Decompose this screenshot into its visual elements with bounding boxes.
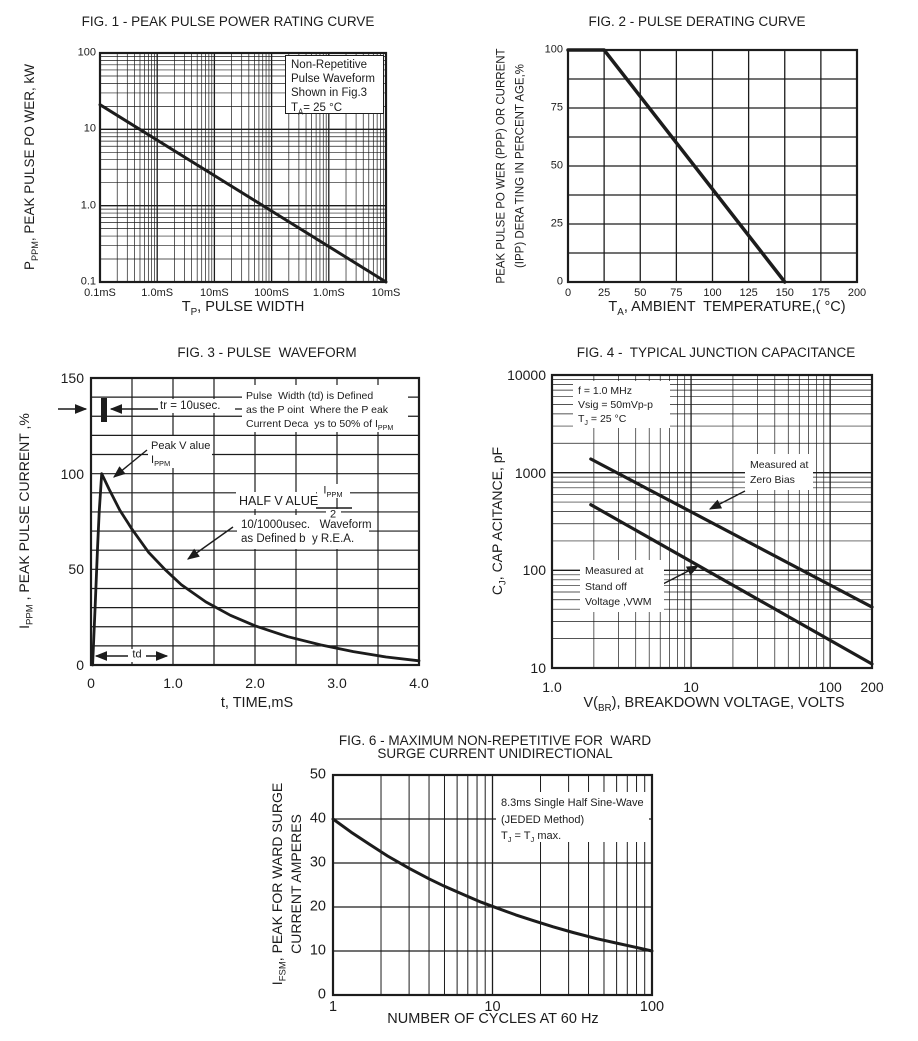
fig2-title: FIG. 2 - PULSE DERATING CURVE — [588, 14, 806, 29]
fig3-fraction-denominator: 2 — [329, 508, 337, 521]
fig3-peak-value-note: Peak V alue $I_{PPM}$ — [151, 440, 211, 469]
fig4-x-tick-label: 10 — [683, 679, 699, 695]
fig6-x-tick-label: 10 — [484, 999, 501, 1015]
fig4-standoff-note: Measured at Stand off Voltage ,VWM — [585, 565, 652, 608]
fig1-x-tick-label: 1.0mS — [141, 287, 174, 299]
fig3-x-axis-label: t, TIME,mS — [220, 695, 294, 711]
fig1-x-tick-label: 0.1mS — [84, 287, 116, 299]
fig3-x-tick-label: 4.0 — [409, 675, 429, 691]
fig3-half-value-note: HALF V ALUE — [239, 494, 319, 508]
fig6-x-axis-label: NUMBER OF CYCLES AT 60 Hz — [387, 1011, 599, 1027]
fig2-x-tick-label: 25 — [598, 287, 611, 299]
fig1-y-tick-label: 10 — [83, 122, 96, 135]
fig3-title: FIG. 3 - PULSE WAVEFORM — [177, 345, 357, 360]
fig3-y-tick-label: 100 — [60, 465, 84, 482]
fig6-y-tick-label: 20 — [309, 898, 326, 915]
fig1-y-tick-label: 100 — [77, 46, 96, 59]
fig1-note: Non-Repetitive Pulse Waveform Shown in Fig.3 $T_A= 25$ °C — [291, 59, 375, 116]
fig3-x-tick-label: 0 — [87, 675, 95, 691]
fig1-y-tick-label: 1.0 — [80, 199, 96, 212]
fig1-x-tick-label: 10mS — [371, 287, 401, 299]
fig6-conditions-note: 8.3ms Single Half Sine-Wave (JEDED Method) $T_J = T_J$ max. — [501, 797, 644, 845]
fig2-grid — [568, 50, 857, 282]
fig2-y-tick-label: 75 — [550, 101, 563, 114]
fig2-x-tick-label: 125 — [739, 287, 758, 299]
fig3-y-tick-label: 50 — [68, 561, 84, 578]
fig6-y-tick-label: 50 — [309, 766, 326, 783]
fig2-x-tick-label: 200 — [847, 287, 867, 299]
fig1-x-axis-label: $T_P$, PULSE WIDTH — [181, 299, 305, 318]
fig1-y-axis-label: $P_{PPM}$, PEAK PULSE PO WER, kW — [22, 64, 40, 270]
fig3-x-tick-label: 3.0 — [327, 675, 347, 691]
fig4-x-tick-label: 200 — [860, 679, 884, 695]
fig6-y-tick-label: 30 — [309, 854, 326, 871]
fig2-x-tick-label: 100 — [703, 287, 722, 299]
fig2-x-tick-label: 50 — [634, 287, 647, 299]
fig1-curve-peak-pulse-power-rating — [100, 105, 386, 282]
fig6-y-tick-label: 10 — [309, 942, 326, 959]
fig6-x-tick-label: 1 — [328, 999, 338, 1015]
fig1-x-tick-label: 1.0mS — [312, 287, 345, 299]
fig6-y-axis-label-1: $I_{FSM}$, PEAK FOR WARD SURGE — [268, 782, 289, 986]
fig4-x-tick-label: 1.0 — [542, 679, 562, 695]
fig3-td-label: td — [132, 648, 142, 661]
fig2-x-tick-label: 150 — [775, 287, 794, 299]
fig6-title-2: SURGE CURRENT UNIDIRECTIONAL — [377, 746, 613, 761]
fig3-mark-0 — [101, 398, 107, 422]
fig3-y-tick-label: 150 — [60, 369, 84, 386]
fig4-title: FIG. 4 - TYPICAL JUNCTION CAPACITANCE — [576, 345, 856, 360]
fig4-y-tick-label: 100 — [522, 562, 546, 579]
fig2-y-tick-label: 25 — [550, 217, 563, 230]
fig3-x-tick-label: 1.0 — [163, 675, 183, 691]
fig6-y-tick-label: 40 — [309, 810, 326, 827]
fig4-y-tick-label: 10 — [530, 659, 546, 676]
fig4-arrow-0 — [710, 491, 745, 509]
fig2-x-axis-label: $T_A$, AMBIENT TEMPERATURE,( °C) — [608, 299, 846, 318]
fig4-arrow-1 — [659, 566, 698, 586]
fig4-x-axis-label: $V(_{BR})$, BREAKDOWN VOLTAGE, VOLTS — [583, 695, 845, 714]
fig4-y-tick-label: 1000 — [514, 464, 546, 481]
fig4-y-tick-label: 10000 — [507, 366, 546, 383]
fig3-y-tick-label: 0 — [76, 656, 84, 673]
fig2-x-tick-label: 175 — [811, 287, 831, 299]
fig6-y-axis-label-2: CURRENT AMPERES — [287, 814, 304, 954]
fig1-title: FIG. 1 - PEAK PULSE POWER RATING CURVE — [81, 14, 375, 29]
fig4-x-tick-label: 100 — [818, 679, 842, 695]
fig6-title-1: FIG. 6 - MAXIMUM NON-REPETITIVE FOR WARD — [338, 733, 652, 748]
fig3-arrow-3 — [188, 527, 233, 559]
fig2-y-axis-label-2: (IPP) DERA TING IN PERCENT AGE,% — [514, 63, 527, 269]
fig3-x-tick-label: 2.0 — [245, 675, 265, 691]
fig1-y-tick-label: 0.1 — [80, 275, 96, 288]
fig6-y-tick-label: 0 — [317, 986, 326, 1003]
fig2-y-tick-label: 100 — [544, 43, 563, 56]
fig2-x-tick-label: 75 — [670, 287, 683, 299]
fig3-pulse-width-note: Pulse Width (td) is Defined as the P oint Where the P eak Current Deca ys to 50% of $I_{PPM}$ — [246, 390, 394, 433]
fig6-x-tick-label: 100 — [639, 999, 665, 1015]
fig2-y-axis-label-1: PEAK PULSE PO WER (PPP) OR CURRENT — [495, 48, 508, 284]
fig4-conditions-note: f = 1.0 MHz Vsig = 50mVp-p $T_J = 25$ °C — [578, 385, 653, 428]
fig2-x-tick-label: 0 — [564, 287, 572, 299]
fig1-x-tick-label: 10mS — [200, 287, 229, 299]
fig3-tr-note: tr = 10usec. — [160, 400, 221, 412]
fig3-fraction-numerator: $I_{PPM}$ — [323, 484, 343, 499]
fig3-y-axis-label: $I_{PPM}$ , PEAK PULSE CURRENT ,% — [15, 413, 36, 629]
fig1-x-tick-label: 100mS — [254, 287, 290, 299]
fig4-y-axis-label: $C_J$, CAP ACITANCE, pF — [488, 446, 509, 596]
fig4-zero-bias-note: Measured at Zero Bias — [750, 459, 809, 486]
fig2-y-tick-label: 0 — [556, 275, 563, 288]
fig3-rea-note: 10/1000usec. Waveform as Defined b y R.E.A. — [241, 519, 372, 545]
fig2-y-tick-label: 50 — [550, 159, 563, 172]
